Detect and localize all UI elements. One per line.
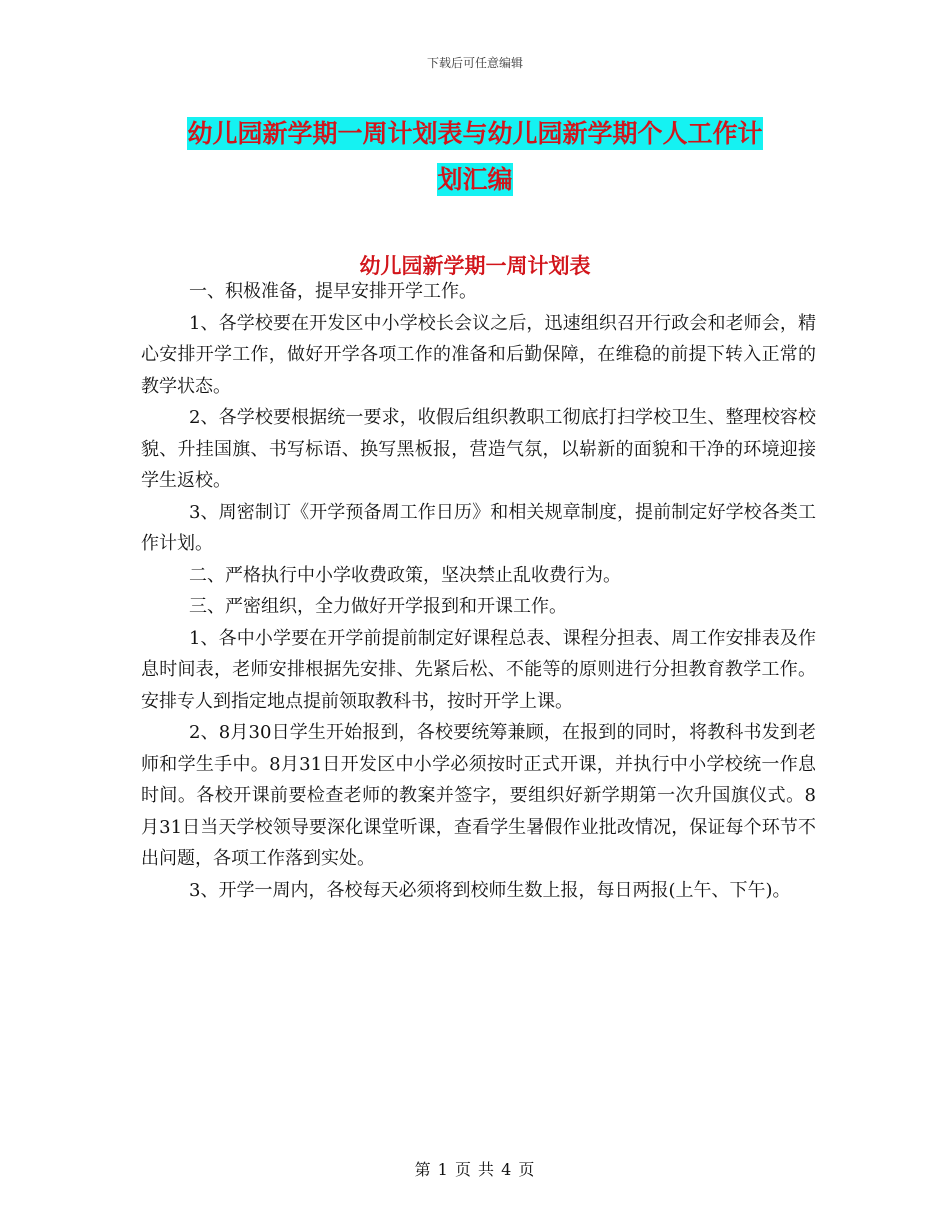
paragraph-5: 二、严格执行中小学收费政策，坚决禁止乱收费行为。: [189, 564, 621, 586]
page-footer: 第 1 页 共 4 页: [414, 1160, 536, 1179]
document-body: [141, 276, 816, 906]
paragraph-1: 一、积极准备，提早安排开学工作。: [189, 281, 477, 302]
paragraph-8: 2、8月30日学生开始报到，各校要统筹兼顾，在报到的同时，将教科书发到老师和学生手中。8月31日开发区中小学必须按时正式开课，并执行中小学校统一作息时间。各校开课前要检查老师的教案并签字，要组织好新学期第一次升国旗仪式。8月31日当天学校领导要深化课堂听课，查看学生暑假作业批改情况，保证每个环节不出问题，各项工作落到实处。: [141, 722, 816, 869]
paragraph-9: 3、开学一周内，各校每天必须将到校师生数上报，每日两报(上午、下午)。: [189, 879, 791, 901]
paragraph-2: 1、各学校要在开发区中小学校长会议之后，迅速组织召开行政会和老师会，精心安排开学工作，做好开学各项工作的准备和后勤保障，在维稳的前提下转入正常的教学状态。: [141, 312, 816, 397]
document-title-line-1: [0, 114, 950, 150]
paragraph-6: 三、严密组织，全力做好开学报到和开课工作。: [189, 596, 567, 617]
document-title-line-2: [0, 160, 950, 196]
title-line-2-text: 划汇编: [437, 165, 513, 194]
paragraph-3: 2、各学校要根据统一要求，收假后组织教职工彻底打扫学校卫生、整理校容校貌、升挂国旗、书写标语、换写黑板报，营造气氛，以崭新的面貌和干净的环境迎接学生返校。: [141, 407, 816, 491]
title-line-1-text: 幼儿园新学期一周计划表与幼儿园新学期个人工作计: [187, 119, 763, 148]
section-title: 幼儿园新学期一周计划表: [359, 254, 591, 278]
header-note: 下载后可任意编辑: [426, 56, 523, 70]
paragraph-7: 1、各中小学要在开学前提前制定好课程总表、课程分担表、周工作安排表及作息时间表，老师安排根据先安排、先紧后松、不能等的原则进行分担教育教学工作。安排专人到指定地点提前领取教科书，按时开学上课。: [141, 627, 816, 712]
paragraph-4: 3、周密制订《开学预备周工作日历》和相关规章制度，提前制定好学校各类工作计划。: [141, 501, 816, 554]
